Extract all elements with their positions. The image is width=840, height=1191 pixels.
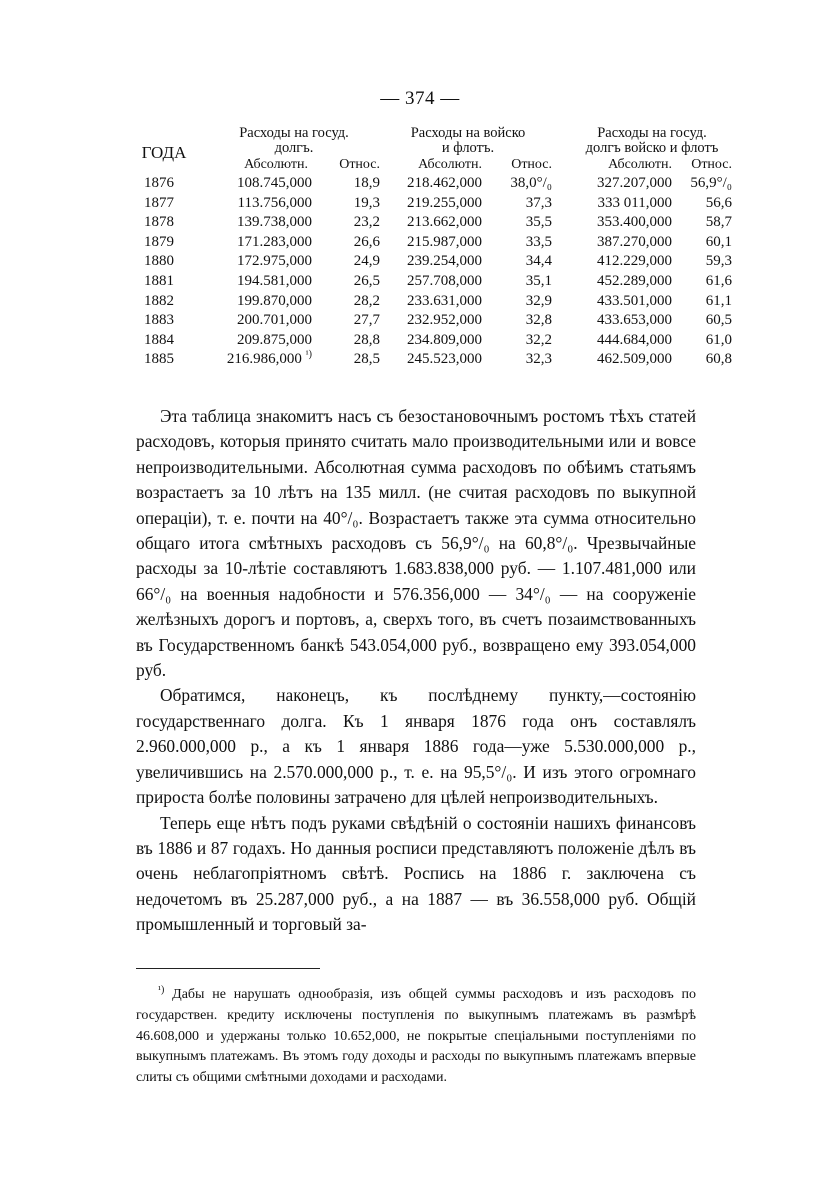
army-rel-cell: 35,5 xyxy=(525,214,552,231)
debt-rel-cell: 24,9 xyxy=(353,253,380,270)
sub-header-abs: Абсолютн. xyxy=(244,157,308,172)
debt-abs-cell: 209.875,000 xyxy=(237,331,312,348)
year-cell: 1885 xyxy=(144,351,174,368)
footnote xyxy=(136,985,696,1089)
total-rel-cell: 60,1 xyxy=(705,233,732,250)
paragraph: Обратимся, наконецъ, къ послѣднему пункту,—состоянію государственнаго долга. Къ 1 января 1876 года онъ составлялъ 2.960.000,000 р., а къ 1 января 1886 года—уже 5.530.000,000 р., увеличившись на 2.570.000,000 р., т. е. на 95,5°/₀. И изъ этого огромнаго прироста болѣе половины затрачено для цѣлей непроизводительныхъ. xyxy=(136,685,696,808)
army-abs-cell: 245.523,000 xyxy=(407,351,482,368)
total-rel-cell: 61,0 xyxy=(705,331,732,348)
total-rel-cell: 56,9°/₀ xyxy=(690,175,732,191)
debt-abs-cell: 108.745,000 xyxy=(237,175,312,191)
total-abs-cell: 433.653,000 xyxy=(597,312,672,329)
total-abs-cell: 333 011,000 xyxy=(597,194,672,211)
debt-abs-cell: 199.870,000 xyxy=(237,292,312,309)
army-abs-cell: 218.462,000 xyxy=(407,175,482,191)
total-rel-cell: 58,7 xyxy=(705,214,732,231)
total-rel-cell: 60,5 xyxy=(705,312,732,329)
group-header-debt xyxy=(204,126,384,156)
sub-header-rel: Относ. xyxy=(691,157,732,172)
army-rel-cell: 32,3 xyxy=(525,351,552,368)
group-header-line: долгъ войско и флотъ xyxy=(585,140,719,156)
debt-abs-cell: 139.738,000 xyxy=(237,214,312,231)
total-abs-cell: 452.289,000 xyxy=(597,272,672,289)
army-abs-cell: 257.708,000 xyxy=(407,272,482,289)
paragraph: Теперь еще нѣтъ подъ руками свѣдѣній о состояніи нашихъ финансовъ въ 1886 и 87 годахъ. Но данныя росписи представляютъ положеніе дѣлъ въ очень неблагопріятномъ свѣтѣ. Роспись на 1886 г. заключена съ недочетомъ въ 25.287,000 руб., а на 1887 — въ 36.558,000 руб. Общій промышленный и торговый за- xyxy=(136,812,696,935)
army-rel-cell: 32,9 xyxy=(525,292,552,309)
body-text xyxy=(136,404,696,938)
army-rel-cell: 37,3 xyxy=(525,194,552,211)
table-row xyxy=(124,213,732,233)
debt-rel-cell: 28,2 xyxy=(353,292,380,309)
table-row xyxy=(124,311,732,331)
army-rel-cell: 35,1 xyxy=(525,272,552,289)
year-cell: 1883 xyxy=(144,312,174,329)
year-cell: 1880 xyxy=(144,253,174,270)
footnote-paragraph xyxy=(136,985,696,1089)
debt-rel-cell: 26,5 xyxy=(353,272,380,289)
debt-rel-cell: 19,3 xyxy=(353,194,380,211)
table-row xyxy=(124,252,732,272)
year-cell: 1876 xyxy=(144,175,174,191)
army-abs-cell: 232.952,000 xyxy=(407,312,482,329)
army-abs-cell: 239.254,000 xyxy=(407,253,482,270)
table-group-header-row xyxy=(124,126,732,156)
sub-header-rel: Относ. xyxy=(339,157,380,172)
group-header-line: Расходы на госуд. xyxy=(239,125,349,141)
sub-header-abs: Абсолютн. xyxy=(608,157,672,172)
total-rel-cell: 61,1 xyxy=(705,292,732,309)
footnote-text: Дабы не нарушать однообразія, изъ общей суммы расходовъ и изъ расходовъ по государствен. кредиту исключены поступленія по выкупнымъ платежамъ въ размѣрѣ 46.608,000 и удержаны только 10.652,000, не покрытые спеціальными поступленіями по выкупнымъ платежамъ. Въ этомъ году доходы и расходы по выкупнымъ платежамъ впервые слиты съ общими смѣтными доходами и расходами. xyxy=(136,987,696,1086)
table-sub-header-row xyxy=(124,156,732,174)
debt-rel-cell: 27,7 xyxy=(353,312,380,329)
year-cell: 1882 xyxy=(144,292,174,309)
debt-rel-cell: 28,8 xyxy=(353,331,380,348)
army-rel-cell: 33,5 xyxy=(525,233,552,250)
debt-abs-cell: 171.283,000 xyxy=(237,233,312,250)
total-rel-cell: 61,6 xyxy=(705,272,732,289)
total-rel-cell: 56,6 xyxy=(705,194,732,211)
total-abs-cell: 387.270,000 xyxy=(597,233,672,250)
group-header-line: Расходы на госуд. xyxy=(597,125,707,141)
total-abs-cell: 412.229,000 xyxy=(597,253,672,270)
group-header-line: и флотъ. xyxy=(441,140,495,156)
paragraph: Эта таблица знакомитъ насъ съ безостановочнымъ ростомъ тѣхъ статей расходовъ, которыя принято считать мало производительными или и вовсе непроизводительными. Абсолютная сумма расходовъ по обѣимъ статьямъ возрастаетъ за 10 лѣтъ на 135 милл. (не считая расходовъ по выкупной операціи), т. е. почти на 40°/₀. Возрастаетъ также эта сумма относительно общаго итога смѣтныхъ расходовъ съ 56,9°/₀ на 60,8°/₀. Чрезвычайные расходы за 10-лѣтіе составляютъ 1.683.838,000 руб. — 1.107.481,000 или 66°/₀ на военныя надобности и 576.356,000 — 34°/₀ — на сооруженіе желѣзныхъ дорогъ и портовъ, а, сверхъ того, въ счетъ позаимствованныхъ въ Государственномъ банкѣ 543.054,000 руб., возвращено ему 393.054,000 руб. xyxy=(136,406,696,681)
footnote-mark: ¹) xyxy=(305,349,312,361)
army-rel-cell: 32,8 xyxy=(525,312,552,329)
table-row xyxy=(124,233,732,253)
year-cell: 1878 xyxy=(144,214,174,231)
total-abs-cell: 353.400,000 xyxy=(597,214,672,231)
army-abs-cell: 233.631,000 xyxy=(407,292,482,309)
table-row xyxy=(124,194,732,214)
debt-rel-cell: 28,5 xyxy=(353,351,380,368)
year-header: ГОДА xyxy=(141,143,187,163)
expenditure-table xyxy=(124,126,732,370)
army-abs-cell: 215.987,000 xyxy=(407,233,482,250)
table-row xyxy=(124,350,732,370)
total-abs-cell: 327.207,000 xyxy=(597,175,672,191)
group-header-line: Расходы на войско xyxy=(410,125,526,141)
total-abs-cell: 462.509,000 xyxy=(597,351,672,368)
debt-rel-cell: 23,2 xyxy=(353,214,380,231)
page-number: — 374 — xyxy=(380,88,460,109)
group-header-line: долгъ. xyxy=(274,140,314,156)
table-row xyxy=(124,292,732,312)
total-rel-cell: 59,3 xyxy=(705,253,732,270)
total-abs-cell: 444.684,000 xyxy=(597,331,672,348)
group-header-army xyxy=(384,126,552,156)
debt-abs-cell xyxy=(204,350,312,370)
debt-abs-cell: 172.975,000 xyxy=(237,253,312,270)
year-cell: 1879 xyxy=(144,233,174,250)
footnote-mark: ¹) xyxy=(158,984,165,996)
total-abs-cell: 433.501,000 xyxy=(597,292,672,309)
debt-rel-cell: 18,9 xyxy=(353,175,380,191)
army-abs-cell: 234.809,000 xyxy=(407,331,482,348)
sub-header-abs: Абсолютн. xyxy=(418,157,482,172)
debt-abs-cell: 200.701,000 xyxy=(237,312,312,329)
army-rel-cell: 34,4 xyxy=(525,253,552,270)
army-rel-cell: 32,2 xyxy=(525,331,552,348)
table-row xyxy=(124,174,732,194)
debt-rel-cell: 26,6 xyxy=(353,233,380,250)
army-abs-cell: 219.255,000 xyxy=(407,194,482,211)
army-rel-cell: 38,0°/₀ xyxy=(510,175,552,191)
group-header-total xyxy=(552,126,732,156)
debt-abs-cell: 194.581,000 xyxy=(237,272,312,289)
year-cell: 1884 xyxy=(144,331,174,348)
table-row xyxy=(124,272,732,292)
debt-abs-value: 216.986,000 xyxy=(226,351,302,368)
footnote-divider xyxy=(136,968,320,969)
year-cell: 1881 xyxy=(144,272,174,289)
sub-header-rel: Относ. xyxy=(511,157,552,172)
debt-abs-cell: 113.756,000 xyxy=(237,194,312,211)
year-cell: 1877 xyxy=(144,194,174,211)
army-abs-cell: 213.662,000 xyxy=(407,214,482,231)
total-rel-cell: 60,8 xyxy=(705,351,732,368)
table-row xyxy=(124,331,732,351)
